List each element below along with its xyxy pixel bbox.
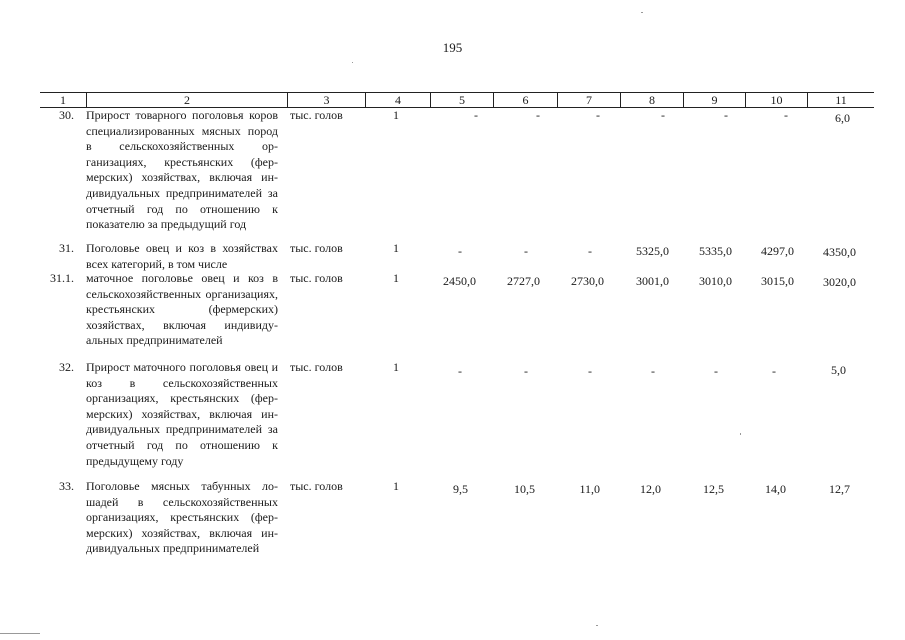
value-col-7: - <box>588 364 592 378</box>
value-col-5: 9,5 <box>453 482 468 496</box>
value-col-8: - <box>661 108 665 122</box>
unit: тыс. голов <box>290 271 343 285</box>
column-header-6: 6 <box>493 93 557 107</box>
scan-edge <box>0 633 40 634</box>
value-col-11: 12,7 <box>829 482 850 496</box>
unit: тыс. голов <box>290 479 343 493</box>
value-col-6: 10,5 <box>514 482 535 496</box>
value-col-6: 2727,0 <box>507 274 540 288</box>
indicator-name: Поголовье овец и коз в хозяйствах всех категорий, в том числе <box>86 241 278 271</box>
value-col-11: 5,0 <box>831 363 846 377</box>
value-col-9: 3010,0 <box>699 274 732 288</box>
value-col-6: - <box>524 364 528 378</box>
scan-speck <box>641 12 643 13</box>
value-col-11: 6,0 <box>835 111 850 125</box>
indicator-name: Прирост маточного поголовья овец и коз в сельскохозяйственных организациях, крестьянских (фермерских) хозяйствах, включая индивидуальных предпринимателей за отчетный год по отношению к предыдущему году <box>86 360 278 468</box>
value-col-9: 5335,0 <box>699 244 732 258</box>
code: 1 <box>393 479 399 493</box>
scan-speck <box>352 62 353 63</box>
code: 1 <box>393 108 399 122</box>
indicator-name: маточное поголовье овец и коз в сельскохозяйственных организациях, крестьянских (фермерских) хозяйствах, включая индивидуальных предпринимателей <box>86 271 278 348</box>
table-row <box>40 271 874 349</box>
row-number: 32. <box>59 360 74 374</box>
code: 1 <box>393 360 399 374</box>
column-header-2: 2 <box>86 93 287 107</box>
value-col-9: 12,5 <box>703 482 724 496</box>
value-col-9: - <box>714 364 718 378</box>
scan-speck <box>596 625 598 626</box>
value-col-10: 14,0 <box>765 482 786 496</box>
table-row <box>40 479 874 559</box>
row-number: 30. <box>59 108 74 122</box>
unit: тыс. голов <box>290 241 343 255</box>
value-col-7: 2730,0 <box>571 274 604 288</box>
value-col-8: 12,0 <box>640 482 661 496</box>
row-number: 31.1. <box>50 271 74 285</box>
value-col-6: - <box>536 108 540 122</box>
value-col-8: 3001,0 <box>636 274 669 288</box>
value-col-10: - <box>772 364 776 378</box>
code: 1 <box>393 271 399 285</box>
row-number: 33. <box>59 479 74 493</box>
value-col-9: - <box>724 108 728 122</box>
indicator-name: Прирост товарного поголовья коров специализированных мясных пород в сельскохозяйственных организациях, крестьянских (фермерских) хозяйствах, включая индивидуальных предпринимателей за отчетный год по отношению к показателю за предыдущий год <box>86 108 278 232</box>
value-col-10: 3015,0 <box>761 274 794 288</box>
value-col-11: 4350,0 <box>823 245 856 259</box>
value-col-7: 11,0 <box>579 482 600 496</box>
row-number: 31. <box>59 241 74 255</box>
column-header-11: 11 <box>807 93 874 107</box>
value-col-10: - <box>784 108 788 122</box>
column-header-1: 1 <box>60 93 66 107</box>
column-header-4: 4 <box>365 93 430 107</box>
page-number: 195 <box>442 40 463 55</box>
table-row <box>40 241 874 273</box>
unit: тыс. голов <box>290 360 343 374</box>
column-header-9: 9 <box>683 93 745 107</box>
table-row <box>40 108 874 232</box>
value-col-5: - <box>458 244 462 258</box>
column-header-3: 3 <box>287 93 365 107</box>
column-header-7: 7 <box>557 93 620 107</box>
column-header-8: 8 <box>620 93 683 107</box>
scan-speck <box>740 433 741 435</box>
value-col-7: - <box>596 108 600 122</box>
value-col-11: 3020,0 <box>823 275 856 289</box>
value-col-10: 4297,0 <box>761 244 794 258</box>
unit: тыс. голов <box>290 108 343 122</box>
value-col-8: 5325,0 <box>636 244 669 258</box>
value-col-8: - <box>651 364 655 378</box>
value-col-5: - <box>474 108 478 122</box>
value-col-5: 2450,0 <box>443 274 476 288</box>
table-row <box>40 360 874 470</box>
indicator-name: Поголовье мясных табунных лошадей в сельскохозяйственных организациях, крестьянских (фермерских) хозяйствах, включая индивидуальных предпринимателей <box>86 479 278 556</box>
table-header <box>40 92 874 108</box>
value-col-7: - <box>588 244 592 258</box>
column-header-5: 5 <box>430 93 493 107</box>
code: 1 <box>393 241 399 255</box>
column-header-10: 10 <box>745 93 807 107</box>
value-col-6: - <box>524 244 528 258</box>
value-col-5: - <box>458 364 462 378</box>
